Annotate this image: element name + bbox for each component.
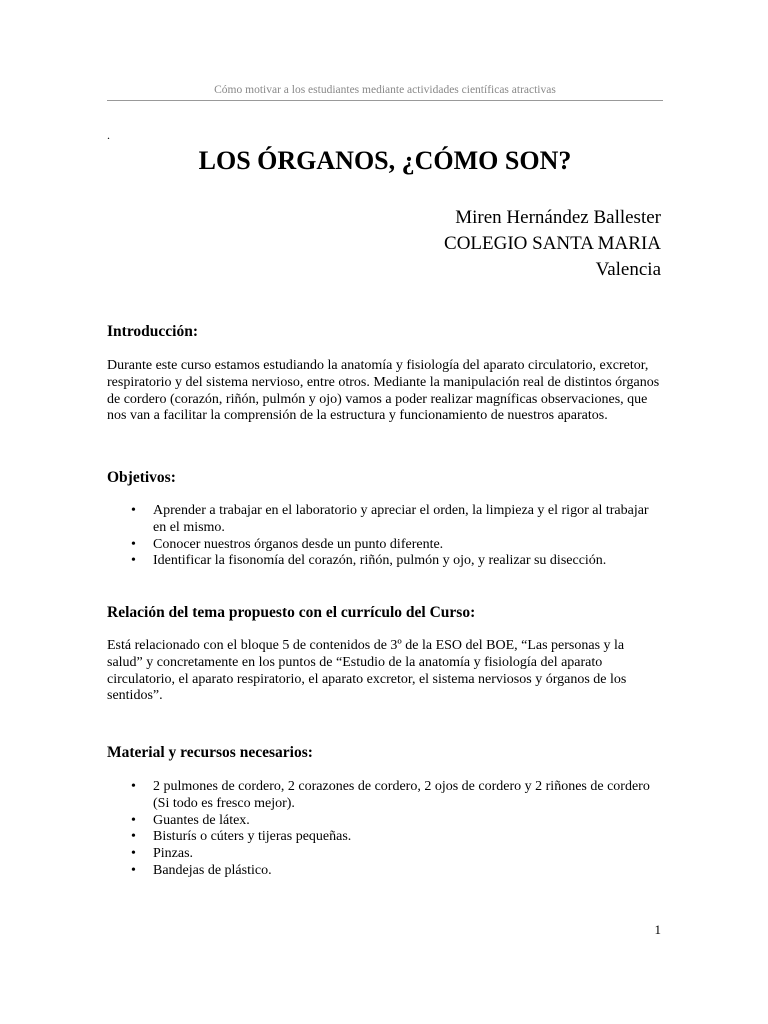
running-header: Cómo motivar a los estudiantes mediante actividades científicas atractivas bbox=[214, 84, 556, 96]
section-relacion bbox=[107, 603, 663, 705]
bullet-icon: • bbox=[131, 779, 136, 794]
list-item: • 2 pulmones de cordero, 2 corazones de cordero, 2 ojos de cordero y 2 riñones de cordero (Si todo es fresco mejor). bbox=[131, 779, 650, 811]
list-item: • Aprender a trabajar en el laboratorio y apreciar el orden, la limpieza y el rigor al trabajar en el mismo. bbox=[131, 503, 649, 535]
list-item: • Conocer nuestros órganos desde un punto diferente. bbox=[131, 536, 444, 552]
author-name: Miren Hernández Ballester bbox=[455, 207, 661, 228]
section-heading-objetivos: Objetivos: bbox=[107, 469, 176, 486]
bullet-icon: • bbox=[131, 829, 136, 845]
page-number: 1 bbox=[654, 922, 661, 937]
list-item: • Bandejas de plástico. bbox=[131, 862, 272, 878]
section-heading-introduccion: Introducción: bbox=[107, 323, 199, 340]
bullet-icon: • bbox=[131, 536, 136, 552]
bullet-icon: • bbox=[131, 553, 136, 569]
header-rule bbox=[107, 100, 663, 101]
dot-mark: . bbox=[107, 128, 110, 142]
bullet-icon: • bbox=[131, 846, 136, 862]
material-list bbox=[107, 779, 663, 880]
section-material bbox=[107, 743, 663, 880]
list-item: • Pinzas. bbox=[131, 846, 194, 862]
list-item: • Bisturís o cúters y tijeras pequeñas. bbox=[131, 829, 352, 845]
bullet-icon: • bbox=[131, 503, 136, 518]
bullet-icon: • bbox=[131, 862, 136, 878]
author-school: COLEGIO SANTA MARIA bbox=[444, 233, 661, 254]
list-item: • Identificar la fisonomía del corazón, riñón, pulmón y ojo, y realizar su disección. bbox=[131, 553, 607, 569]
list-item: • Guantes de látex. bbox=[131, 812, 250, 828]
author-block bbox=[444, 205, 661, 283]
objetivos-list bbox=[107, 503, 663, 570]
section-heading-material: Material y recursos necesarios: bbox=[107, 744, 313, 761]
introduccion-body: Durante este curso estamos estudiando la anatomía y fisiología del aparato circulatorio, excretor, respiratorio y del sistema nervioso, entre otros. Mediante la manipulación real de distintos órganos de cordero (corazón, riñón, pulmón y ojo) vamos a poder realizar magníficas observaciones, que nos van a facilitar la comprensión de la estructura y funcionamiento de nuestros aparatos. bbox=[107, 358, 660, 424]
author-city: Valencia bbox=[595, 259, 661, 280]
page-title: LOS ÓRGANOS, ¿CÓMO SON? bbox=[198, 146, 572, 175]
section-heading-relacion: Relación del tema propuesto con el currículo del Curso: bbox=[107, 604, 476, 621]
relacion-body: Está relacionado con el bloque 5 de contenidos de 3º de la ESO del BOE, “Las personas y la salud” y concretamente en los puntos de “Estudio de la anatomía y fisiología del aparato circulatorio, el aparato respiratorio, el aparato excretor, el sistema nerviosos y órganos de los sentidos”. bbox=[107, 638, 627, 704]
section-objetivos bbox=[107, 468, 663, 570]
section-introduccion bbox=[107, 322, 663, 425]
bullet-icon: • bbox=[131, 812, 136, 828]
